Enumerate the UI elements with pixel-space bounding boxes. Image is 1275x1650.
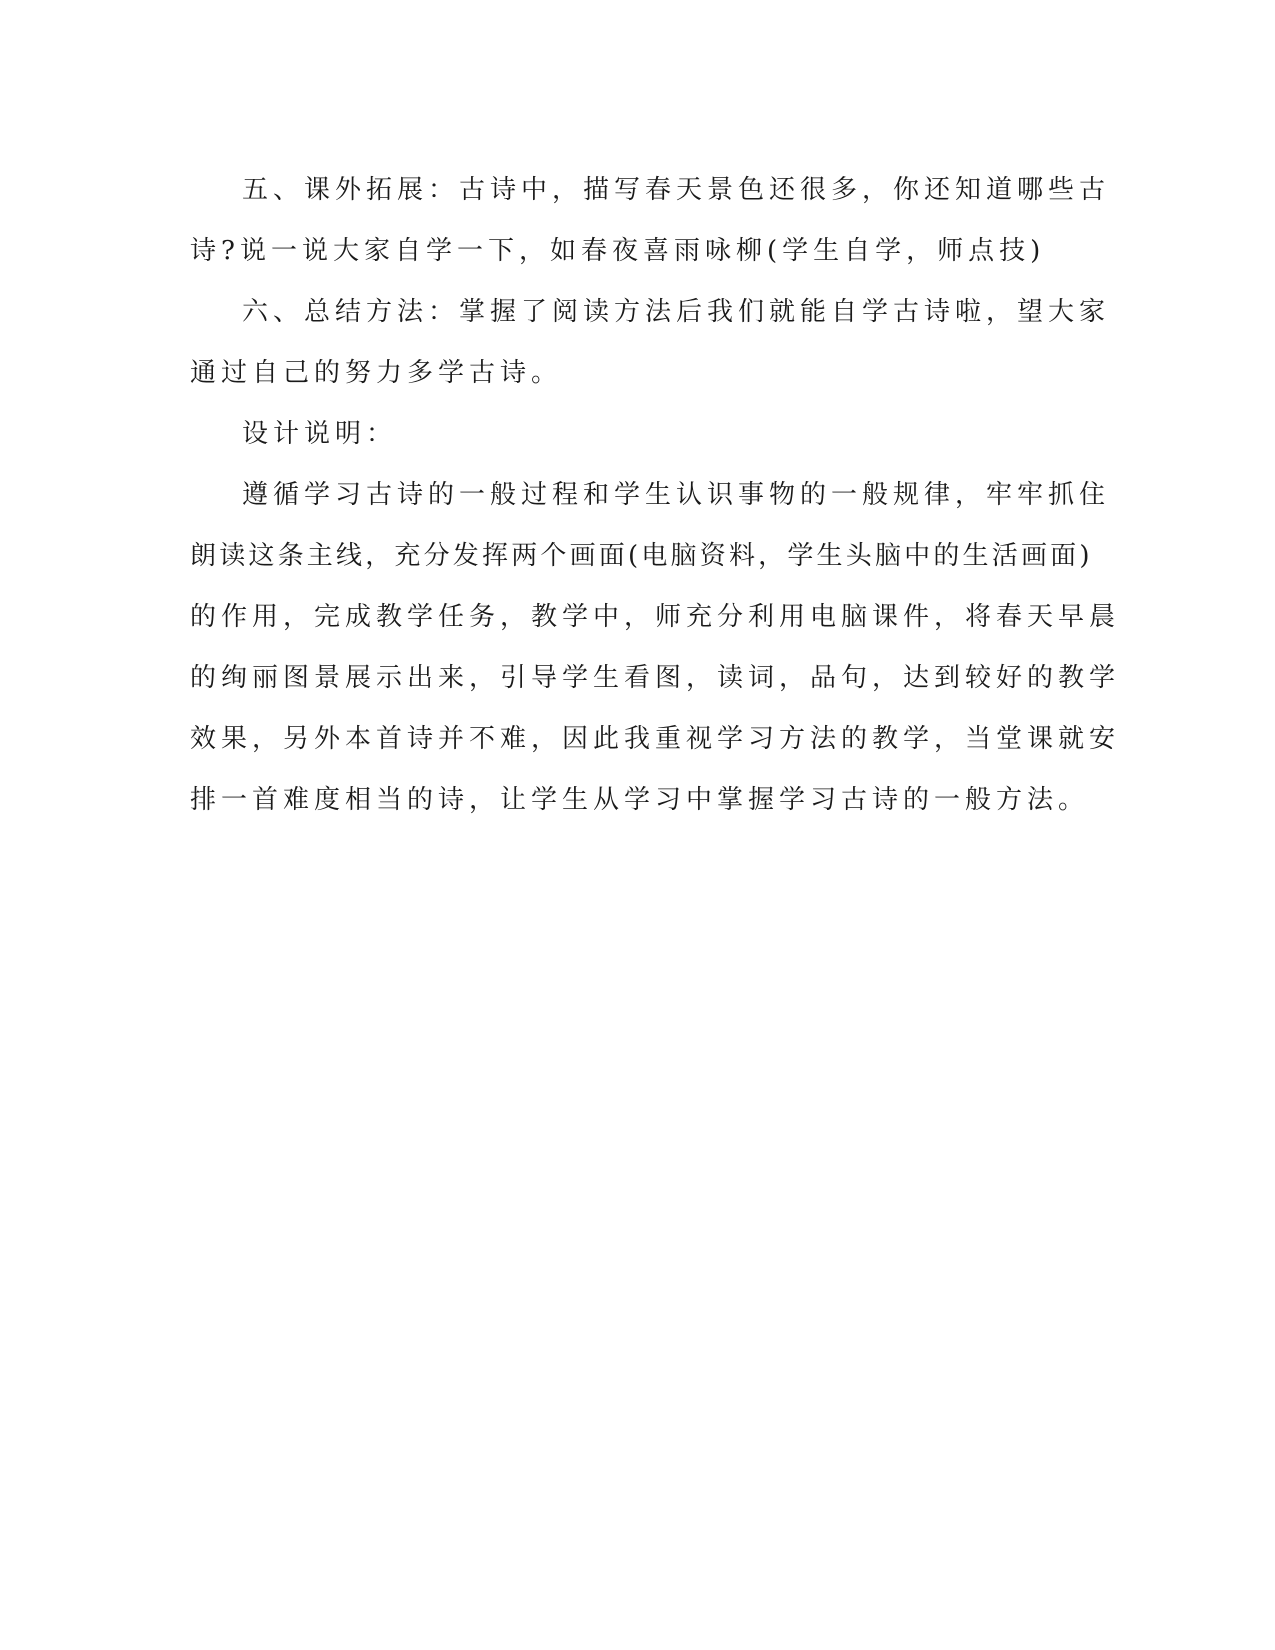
text-line: 诗?说一说大家自学一下，如春夜喜雨咏柳(学生自学，师点技) [190, 236, 1046, 266]
paragraph-design-description [190, 465, 1121, 831]
paragraph-summary [190, 282, 1111, 404]
paragraph-design-heading [190, 404, 1083, 465]
text-line: 六、总结方法：掌握了阅读方法后我们就能自学古诗啦，望大家 [242, 297, 1111, 327]
text-line: 通过自己的努力多学古诗。 [190, 358, 563, 388]
text-line: 效果，另外本首诗并不难，因此我重视学习方法的教学，当堂课就安 [190, 724, 1121, 754]
text-line: 的绚丽图景展示出来，引导学生看图，读词，品句，达到较好的教学 [190, 663, 1121, 693]
paragraph-extension [190, 160, 1111, 282]
text-line: 排一首难度相当的诗，让学生从学习中掌握学习古诗的一般方法。 [190, 785, 1090, 815]
text-line: 朗读这条主线，充分发挥两个画面(电脑资料，学生头脑中的生活画面) [190, 541, 1093, 571]
text-line: 遵循学习古诗的一般过程和学生认识事物的一般规律，牢牢抓住 [242, 480, 1111, 510]
text-line: 五、课外拓展：古诗中，描写春天景色还很多，你还知道哪些古 [242, 175, 1111, 205]
text-line: 的作用，完成教学任务，教学中，师充分利用电脑课件，将春天早晨 [190, 602, 1121, 632]
section-heading: 设计说明： [242, 419, 398, 449]
document-body [190, 160, 1121, 831]
